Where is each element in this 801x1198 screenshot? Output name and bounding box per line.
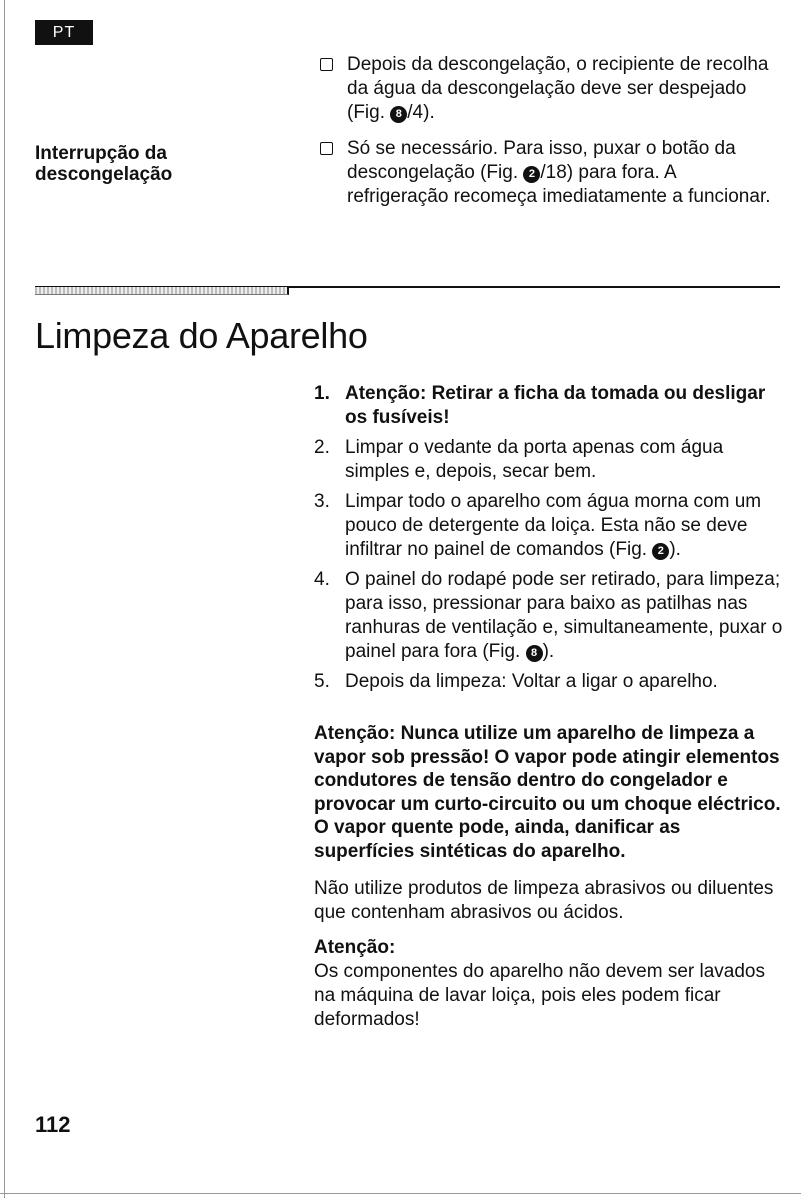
figure-reference-icon: 2 — [652, 543, 669, 560]
figure-reference-icon: 8 — [390, 106, 407, 123]
steam-cleaner-warning: Atenção: Nunca utilize um aparelho de limpeza a vapor sob pressão! O vapor pode atingir elementos condutores de tensão dentro do congelador e provocar um curto-circuito ou um choque eléctrico. O vapor quente pode, ainda, danificar as superfícies sintéticas do aparelho. — [314, 723, 781, 862]
step-number: 5. — [314, 671, 330, 692]
attention-text: Os componentes do aparelho não devem ser lavados na máquina de lavar loiça, pois eles podem ficar deformados! — [314, 961, 765, 1030]
list-item — [314, 490, 784, 562]
step-text: Atenção: Retirar a ficha da tomada ou desligar os fusíveis! — [345, 383, 766, 428]
step-number: 2. — [314, 437, 330, 458]
figure-reference-icon: 2 — [523, 166, 540, 183]
step-number: 4. — [314, 569, 330, 590]
checkbox-bullet-icon — [320, 142, 333, 155]
cleaning-steps-list — [314, 382, 784, 700]
step-text: Limpar o vedante da porta apenas com água simples e, depois, secar bem. — [345, 437, 724, 482]
list-item — [314, 436, 784, 484]
section-title: Limpeza do Aparelho — [35, 315, 368, 356]
step-text-suffix: ). — [542, 641, 555, 662]
figure-reference-icon: 8 — [526, 645, 543, 662]
defrost-bullet-interrupt — [318, 137, 778, 209]
margin-line — [4, 0, 5, 1198]
step-text: Limpar todo o aparelho com água morna com um pouco de detergente da loiça. Esta não se deve infiltrar no painel de comandos (Fig. — [345, 491, 762, 560]
step-text: O painel do rodapé pode ser retirado, para limpeza; para isso, pressionar para baixo as patilhas nas ranhuras de ventilação e, simultaneamente, puxar o painel para fora (Fig. — [345, 569, 783, 662]
language-tag: PT — [35, 20, 93, 45]
side-heading-defrost-interrupt: Interrupção da descongelação — [35, 143, 173, 185]
defrost-bullet-empty-tray — [318, 53, 778, 125]
bottom-edge-line — [0, 1193, 801, 1194]
list-item — [314, 382, 784, 430]
step-number: 3. — [314, 491, 330, 512]
page-number: 112 — [35, 1112, 71, 1137]
bullet-text: Só se necessário. Para isso, puxar o botão da descongelação (Fig. — [347, 138, 736, 183]
bullet-text-suffix: /4). — [407, 102, 435, 123]
step-text-suffix: ). — [669, 539, 681, 560]
abrasive-note: Não utilize produtos de limpeza abrasivos ou diluentes que contenham abrasivos ou ácidos. — [314, 878, 774, 923]
divider-band — [35, 286, 289, 295]
bullet-text-suffix: /18) para fora. A refrigeração recomeça imediatamente a funcionar. — [347, 162, 771, 207]
checkbox-bullet-icon — [320, 58, 333, 71]
step-number: 1. — [314, 383, 330, 404]
list-item — [314, 568, 784, 664]
defrost-bullet-list — [318, 53, 778, 209]
bullet-text: Depois da descongelação, o recipiente de recolha da água da descongelação deve ser despejado (Fig. — [347, 54, 769, 123]
attention-title: Atenção: — [314, 937, 396, 958]
list-item — [314, 670, 784, 694]
section-divider — [35, 284, 780, 296]
dishwasher-attention — [314, 936, 784, 1032]
step-text: Depois da limpeza: Voltar a ligar o aparelho. — [345, 671, 718, 692]
